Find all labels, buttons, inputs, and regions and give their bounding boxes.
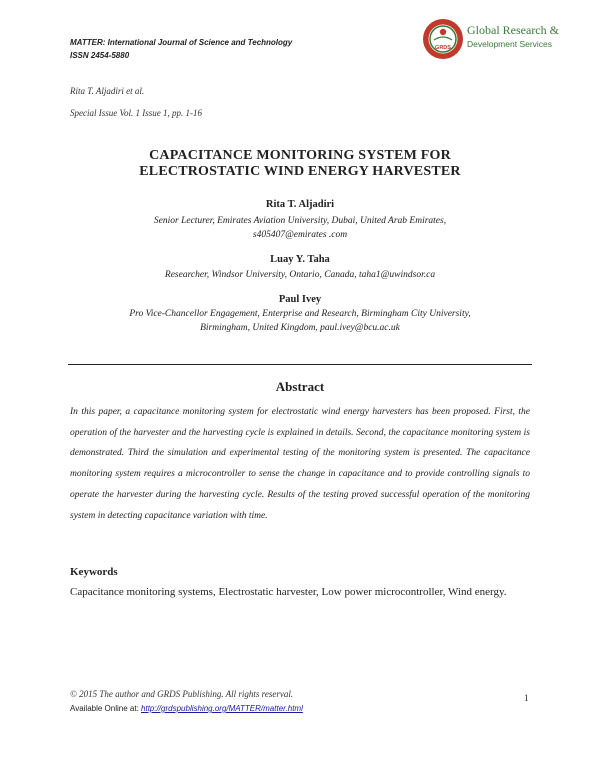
availability-line [70,704,303,713]
paper-title [70,148,530,180]
section-divider [68,364,532,365]
issue-info: Special Issue Vol. 1 Issue 1, pp. 1-16 [70,108,202,118]
affiliation-line: Senior Lecturer, Emirates Aviation University, Dubai, United Arab Emirates, [153,216,447,226]
grds-logo [422,18,572,60]
running-authors: Rita T. Aljadiri et al. [70,86,145,96]
author-name: Luay Y. Taha [270,254,330,265]
keywords-text: Capacitance monitoring systems, Electrostatic harvester, Low power microcontroller, Wind energy. [70,586,507,598]
abstract-heading: Abstract [275,379,325,394]
journal-url-link[interactable]: http://grdspublishing.org/MATTER/matter.html [141,704,303,713]
copyright-notice: © 2015 The author and GRDS Publishing. All rights reserval. [70,689,294,699]
author-affiliation [70,307,530,335]
abstract-text: In this paper, a capacitance monitoring system for electrostatic wind energy harvesters has been proposed. First, the operation of the harvester and the harvesting cycle is explained in details. Second, the capacitance monitoring system is demonstrated. Third the simulation and experimental testing of the monitoring system is presented. The capacitance monitoring system requires a microcontroller to sense the change in capacitance and to provide controlling signals to operate the harvester during the harvesting cycle. Results of the testing proved successful operation of the monitoring system in detecting capacitance variation with time. [70,407,530,521]
issn: ISSN 2454-5880 [70,51,130,60]
affiliation-line: Researcher, Windsor University, Ontario, Canada, taha1@uwindsor.ca [164,270,436,280]
seal-text: GRDS [435,45,451,51]
affiliation-line: Birmingham, United Kingdom, paul.ivey@bcu.ac.uk [200,323,400,333]
author-affiliation [70,268,530,282]
title-line-2: ELECTROSTATIC WIND ENERGY HARVESTER [139,164,461,179]
availability-label: Available Online at: [70,704,142,713]
affiliation-line: Pro Vice-Chancellor Engagement, Enterprise and Research, Birmingham City University, [129,309,471,319]
keywords-heading: Keywords [70,566,118,578]
journal-header [70,36,292,62]
author-name: Paul Ivey [278,294,322,305]
affiliation-line: s405407@emirates .com [252,230,348,240]
page-number: 1 [524,693,529,703]
journal-name: MATTER: International Journal of Science and Technology [70,38,293,47]
author-name: Rita T. Aljadiri [265,199,335,210]
logo-subtitle: Development Services [467,39,553,49]
author-affiliation [70,214,530,242]
grds-seal-icon [422,18,464,60]
title-line-1: CAPACITANCE MONITORING SYSTEM FOR [149,148,451,163]
logo-title: Global Research & [467,23,559,37]
